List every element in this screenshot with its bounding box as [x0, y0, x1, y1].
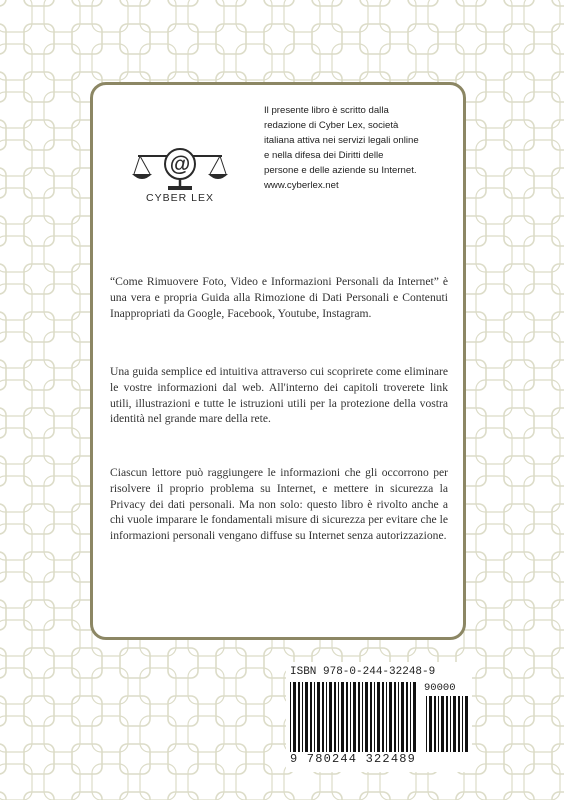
scales-of-justice-at-sign-icon	[132, 140, 228, 192]
author-info-line: persone e delle aziende su Internet.	[264, 165, 417, 176]
price-addon-barcode	[426, 696, 470, 752]
logo-label: CYBER LEX	[146, 192, 214, 204]
author-info-line: italiana attiva nei servizi legali online	[264, 135, 419, 146]
author-website: www.cyberlex.net	[264, 180, 339, 191]
isbn-number: ISBN 978-0-244-32248-9	[290, 666, 436, 678]
cyberlex-logo	[132, 140, 228, 220]
description-paragraph-2: Una guida semplice ed intuitiva attraverso cui scoprirete come eliminare le vostre informazioni dal web. All'interno dei capitoli troverete link utili, illustrazioni e tutte le istruzioni utili per la protezione della vostra identità nel grande mare della rete.	[110, 365, 448, 426]
description-paragraph-1: “Come Rimuovere Foto, Video e Informazioni Personali da Internet” è una vera e propria Guida alla Rimozione di Dati Personali e Contenuti Inappropriati da Google, Facebook, Youtube, Instagram.	[110, 275, 448, 320]
author-info-line: redazione di Cyber Lex, società	[264, 120, 399, 131]
isbn-barcode-block	[286, 662, 472, 772]
author-info-line: e nella difesa dei Diritti delle	[264, 150, 384, 161]
description-paragraph-3: Ciascun lettore può raggiungere le informazioni che gli occorrono per risolvere il proprio problema su Internet, e mettere in sicurezza la Privacy dei dati personali. Ma non solo: questo libro è rivolto anche a chi vuole imparare le fondamentali misure di sicurezza per evitare che le informazioni personali vengano diffuse su Internet senza autorizzazione.	[110, 466, 448, 543]
author-info-line: Il presente libro è scritto dalla	[264, 105, 389, 116]
price-code: 90000	[424, 682, 456, 694]
logo-symbol: @	[169, 153, 191, 176]
ean-barcode	[290, 682, 420, 752]
ean-digits: 9 780244 322489	[290, 752, 417, 766]
author-info	[264, 103, 460, 193]
